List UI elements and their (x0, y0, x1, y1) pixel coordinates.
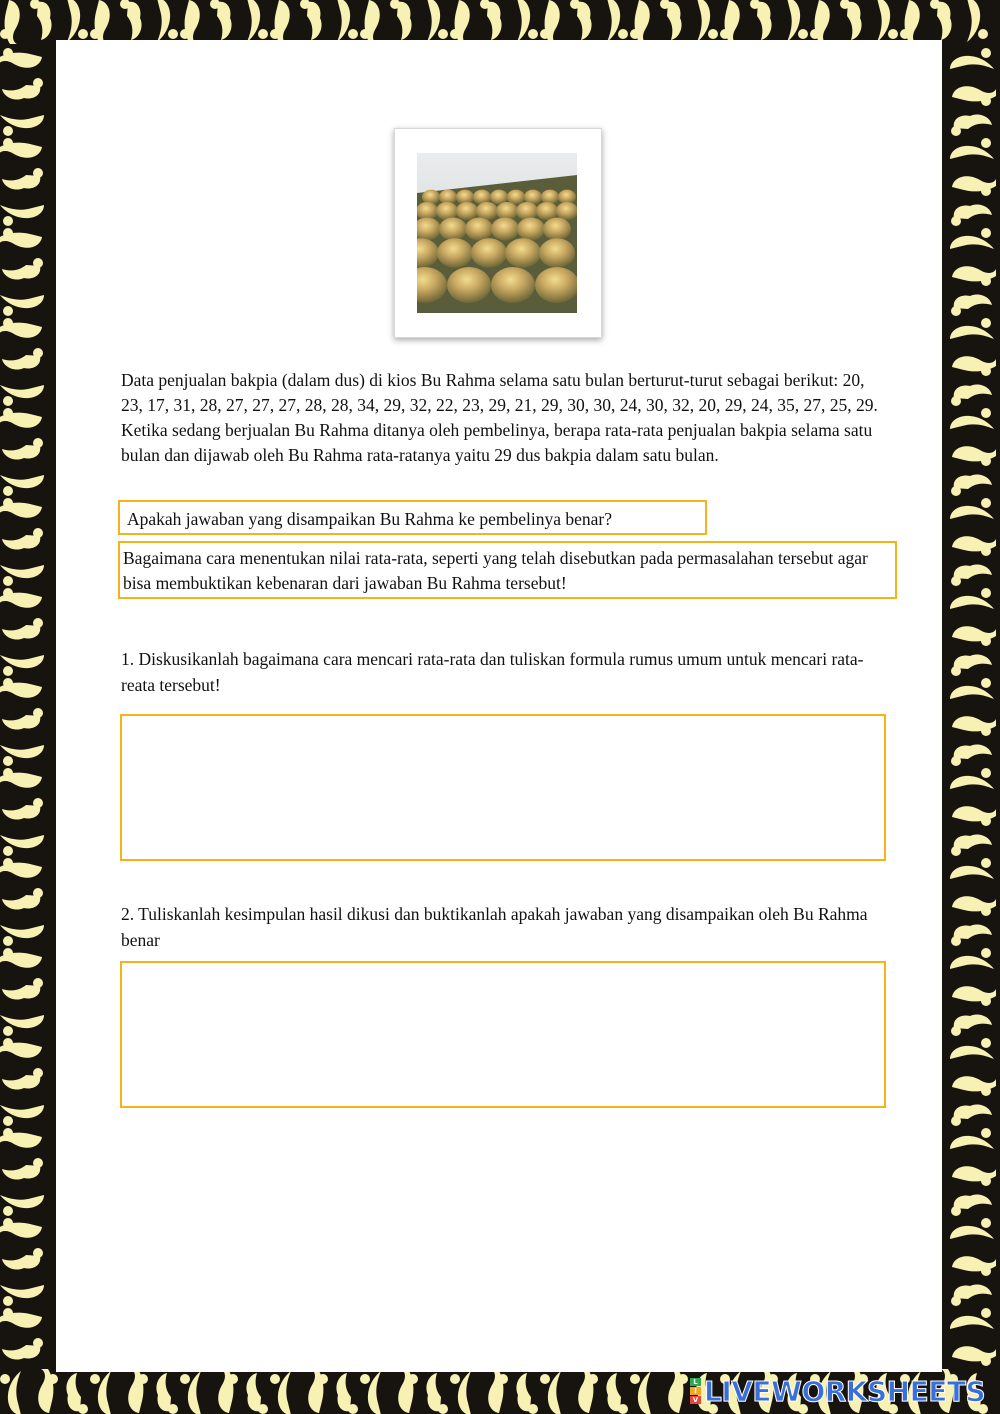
bakpia-bun (422, 190, 440, 205)
bakpia-bun (465, 218, 493, 241)
task-1-prompt: 1. Diskusikanlah bagaimana cara mencari rata-rata dan tuliskan formula rumus umum untuk mencari rata-reata tersebut! (121, 649, 864, 695)
question-box-2: Bagaimana cara menentukan nilai rata-rata, seperti yang telah disebutkan pada permasalahan tersebut agar bisa membuktikan kebenaran dari jawaban Bu Rahma tersebut! (118, 541, 897, 599)
task-2-answer-field[interactable] (120, 961, 886, 1108)
bakpia-bun (539, 238, 575, 268)
question-box-1: Apakah jawaban yang disampaikan Bu Rahma ke pembelinya benar? (118, 500, 707, 535)
bakpia-bun (496, 202, 518, 220)
bakpia-bun (417, 202, 438, 220)
bakpia-tray-photo-icon (417, 153, 577, 313)
bakpia-bun (536, 202, 558, 220)
bakpia-bun (556, 202, 577, 220)
bakpia-bun (447, 267, 491, 303)
worksheet-page (56, 40, 942, 1372)
bakpia-bun (535, 267, 577, 303)
logo-letter: I (690, 1387, 701, 1395)
bakpia-bun (436, 202, 458, 220)
bakpia-bun (516, 202, 538, 220)
liveworksheets-watermark (690, 1374, 990, 1408)
bakpia-bun (476, 202, 498, 220)
bakpia-bun (517, 218, 545, 241)
bakpia-bun (456, 202, 478, 220)
logo-letter: V (690, 1396, 701, 1404)
task-2-prompt: 2. Tuliskanlah kesimpulan hasil dikusi dan buktikanlah apakah jawaban yang disampaikan oleh Bu Rahma benar (121, 904, 868, 950)
bakpia-bun (541, 190, 559, 205)
problem-statement: Data penjualan bakpia (dalam dus) di kios Bu Rahma selama satu bulan berturut-turut sebagai berikut: 20, 23, 17, 31, 28, 27, 27, 27, 28, 28, 34, 29, 32, 22, 23, 29, 21, 29, 30, 30, 24, 30, 32, 20, 29, 24, 35, 27, 25, 29. Ketika sedang berjualan Bu Rahma ditanya oleh pembelinya, berapa rata-rata penjualan bakpia selama satu bulan dan dijawab oleh Bu Rahma rata-ratanya yaitu 29 dus bakpia dalam satu bulan. (121, 370, 878, 465)
bakpia-bun (491, 267, 535, 303)
bakpia-bun (505, 238, 541, 268)
bakpia-bun (543, 218, 571, 241)
task-1-answer-field[interactable] (120, 714, 886, 861)
bakpia-bun (491, 218, 519, 241)
bakpia-bun (507, 190, 525, 205)
bakpia-photo (394, 128, 602, 338)
logo-letter: L (690, 1378, 701, 1386)
bakpia-bun (437, 238, 473, 268)
bakpia-bun (439, 218, 467, 241)
bakpia-bun (471, 238, 507, 268)
liveworksheets-logo-icon (690, 1378, 701, 1405)
watermark-text: LIVEWORKSHEETS (704, 1374, 986, 1408)
